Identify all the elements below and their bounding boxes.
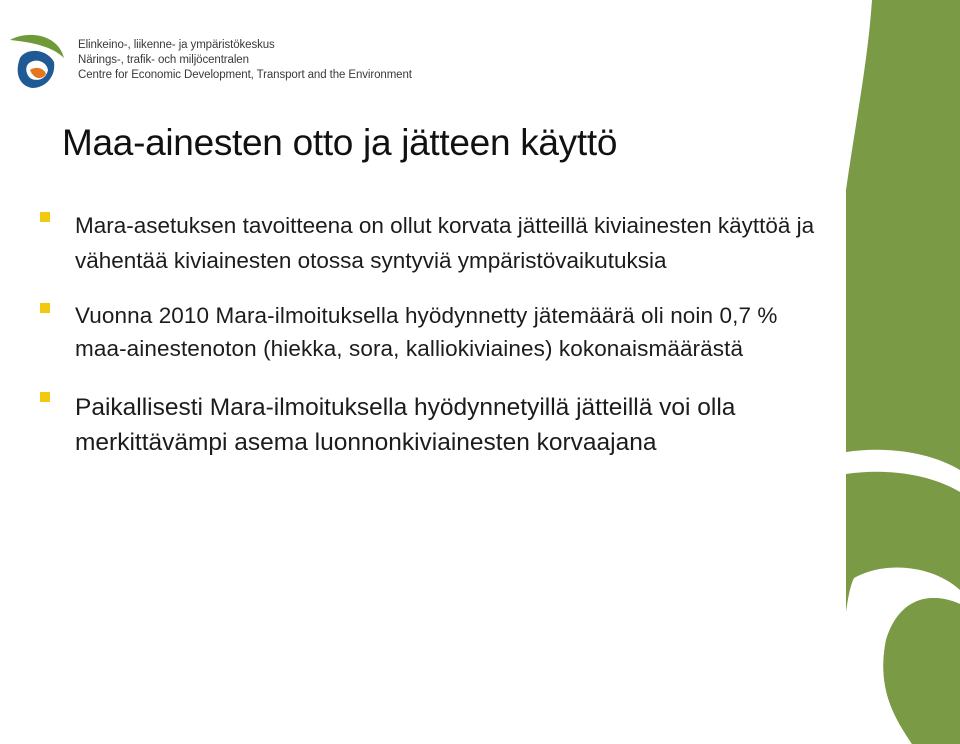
bullet-text: Paikallisesti Mara-ilmoituksella hyödynnetyillä jätteillä voi olla merkittävämpi asema luonnonkiviainesten korvaajana [75, 394, 736, 456]
org-name-fi: Elinkeino-, liikenne- ja ympäristökeskus [78, 39, 275, 51]
bullet-item [40, 208, 830, 278]
bullet-list [40, 208, 830, 460]
ely-centre-logo-icon [6, 30, 68, 92]
square-bullet-icon [40, 212, 50, 222]
organization-names [78, 38, 412, 83]
square-bullet-icon [40, 303, 50, 313]
bullet-item [40, 390, 830, 460]
slide-title: Maa-ainesten otto ja jätteen käyttö [62, 122, 618, 163]
bullet-text: Vuonna 2010 Mara-ilmoituksella hyödynnetty jätemäärä oli noin 0,7 % maa-ainestenoton (hiekka, sora, kalliokiviaines) kokonaismäärästä [75, 303, 778, 361]
decorative-leaf-band [846, 0, 960, 744]
org-name-en: Centre for Economic Development, Transport and the Environment [78, 69, 412, 81]
bullet-text: Mara-asetuksen tavoitteena on ollut korvata jätteillä kiviainesten käyttöä ja vähentää kiviainesten otossa syntyviä ympäristövaikutuksia [75, 213, 815, 273]
org-name-sv: Närings-, trafik- och miljöcentralen [78, 54, 249, 66]
square-bullet-icon [40, 392, 50, 402]
bullet-item [40, 299, 830, 365]
